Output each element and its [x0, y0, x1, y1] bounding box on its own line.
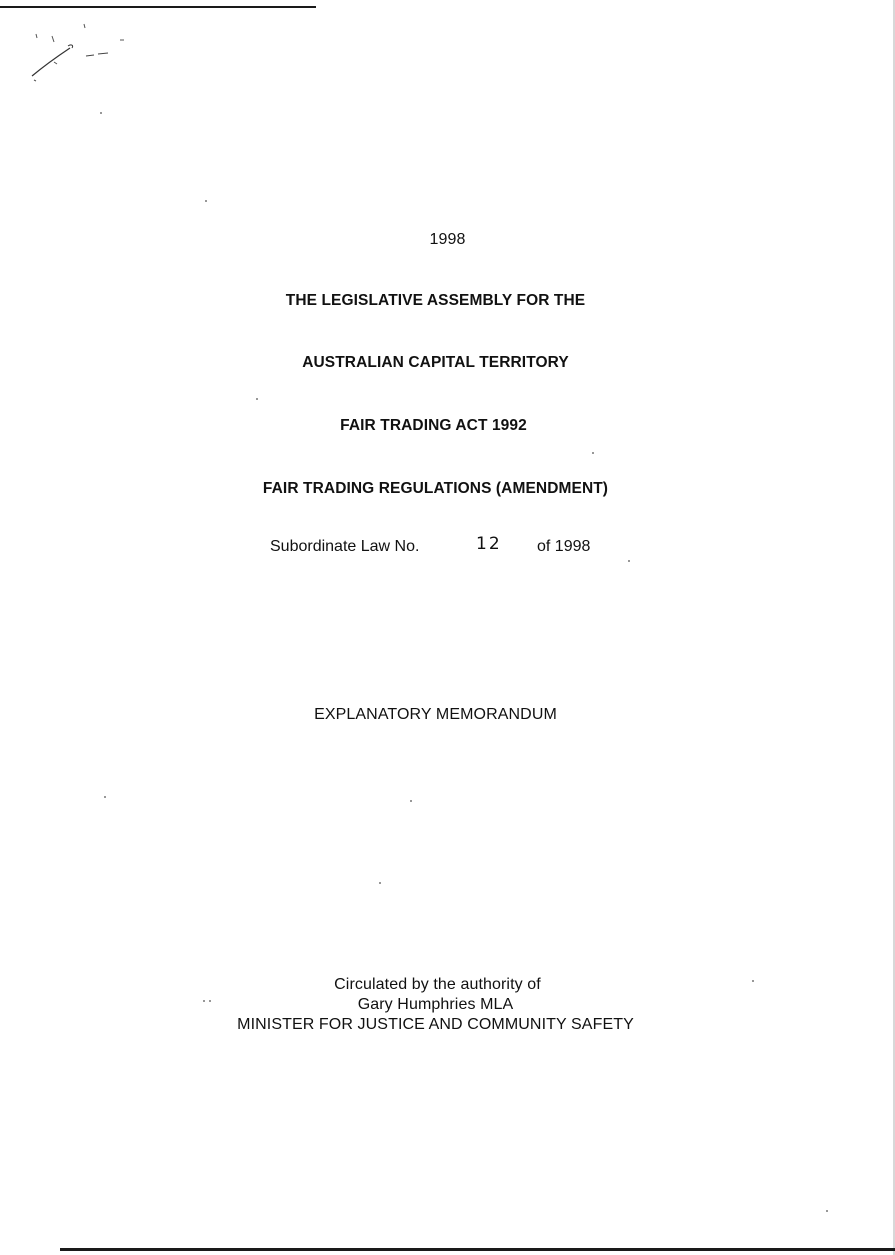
scan-speck: [104, 796, 106, 798]
act-title: FAIR TRADING ACT 1992: [340, 417, 527, 434]
memo-title: EXPLANATORY MEMORANDUM: [314, 706, 557, 723]
subordinate-law-suffix: of 1998: [537, 538, 591, 555]
scan-speck: [628, 560, 630, 562]
scan-speck: [826, 1210, 828, 1212]
regulations-title: FAIR TRADING REGULATIONS (AMENDMENT): [262, 480, 609, 497]
pen-scribble-mark: [24, 18, 134, 88]
scan-speck: [256, 398, 258, 400]
scan-speck: [203, 1000, 205, 1002]
assembly-line-2: AUSTRALIAN CAPITAL TERRITORY: [302, 354, 569, 371]
scan-speck: [209, 1000, 211, 1002]
scan-speck: [205, 200, 207, 202]
circulated-line-1: Circulated by the authority of: [334, 976, 541, 993]
subordinate-law-prefix: Subordinate Law No.: [270, 538, 420, 555]
circulated-line-3: MINISTER FOR JUSTICE AND COMMUNITY SAFETY: [237, 1016, 634, 1033]
scan-speck: [592, 452, 594, 454]
assembly-line-1: THE LEGISLATIVE ASSEMBLY FOR THE: [285, 292, 586, 309]
scan-speck: [379, 882, 381, 884]
subordinate-law-number: 12: [476, 534, 502, 554]
document-year: 1998: [429, 231, 466, 248]
scan-edge-bottom: [60, 1248, 895, 1251]
scan-edge-top: [0, 6, 316, 8]
scan-speck: [752, 980, 754, 982]
circulated-line-2: Gary Humphries MLA: [357, 996, 514, 1013]
scan-speck: [410, 800, 412, 802]
scan-speck: [100, 112, 102, 114]
